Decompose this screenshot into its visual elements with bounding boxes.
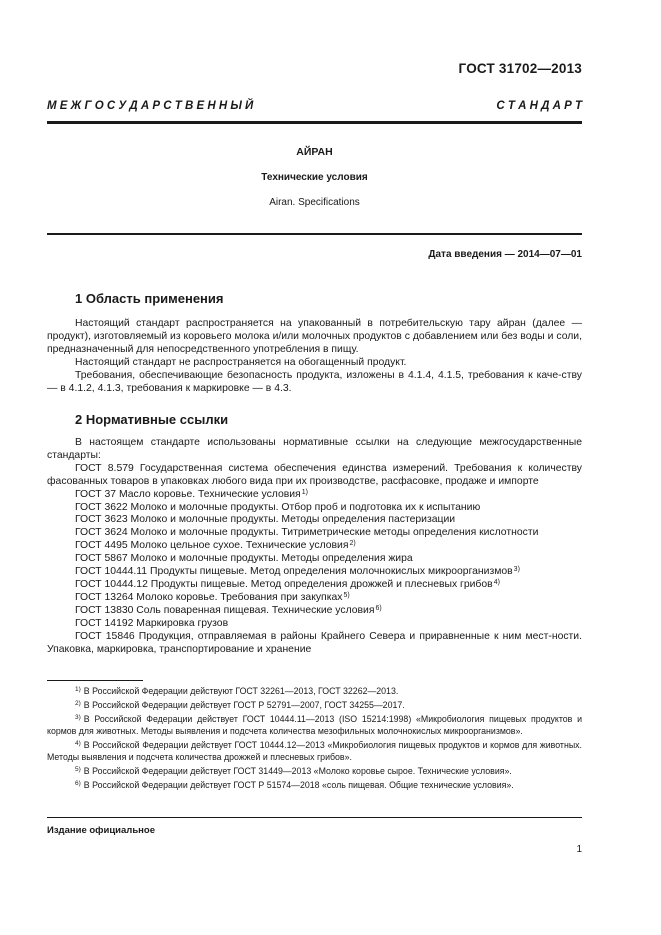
footnotes bbox=[47, 685, 582, 793]
reference-item: ГОСТ 5867 Молоко и молочные продукты. Методы определения жира bbox=[75, 553, 413, 565]
header-rule bbox=[47, 121, 582, 124]
reference-item: ГОСТ 3624 Молоко и молочные продукты. Титриметрические методы определения кислотности bbox=[75, 527, 539, 539]
official-edition-label: Издание официальное bbox=[47, 825, 155, 836]
section-2-body bbox=[47, 437, 582, 656]
footnote: $^{2)}$ В Российской Федерации действует ГОСТ Р 52791—2007, ГОСТ 34255—2017. bbox=[75, 700, 405, 710]
interstate-standard-banner bbox=[47, 100, 582, 112]
document-subtitle: Технические условия bbox=[261, 172, 368, 183]
footnote-separator bbox=[47, 680, 143, 681]
reference-item: ГОСТ 3622 Молоко и молочные продукты. Отбор проб и подготовка их к испытанию bbox=[75, 501, 481, 513]
reference-item: ГОСТ 37 Масло коровье. Технические условия$^{1)}$ bbox=[75, 488, 308, 500]
reference-item: ГОСТ 14192 Маркировка грузов bbox=[75, 617, 229, 629]
footnote: $^{1)}$ В Российской Федерации действуют ГОСТ 32261—2013, ГОСТ 32262—2013. bbox=[75, 686, 399, 696]
interstate-label: М Е Ж Г О С У Д А Р С Т В Е Н Н Ы Й bbox=[47, 100, 254, 112]
standard-label: С Т А Н Д А Р Т bbox=[496, 100, 582, 112]
footnote: $^{5)}$ В Российской Федерации действует ГОСТ 31449—2013 «Молоко коровье сырое. Технические условия». bbox=[75, 766, 512, 777]
footnote: $^{6)}$ В Российской Федерации действует ГОСТ Р 51574—2018 «соль пищевая. Общие технические условия». bbox=[75, 780, 514, 791]
reference-item: ГОСТ 13830 Соль поваренная пищевая. Технические условия$^{6)}$ bbox=[75, 604, 382, 616]
reference-item: ГОСТ 3623 Молоко и молочные продукты. Методы определения пастеризации bbox=[75, 514, 456, 526]
section-1-heading: 1 Область применения bbox=[75, 291, 224, 306]
reference-item: ГОСТ 10444.12 Продукты пищевые. Метод определения дрожжей и плесневых грибов$^{4)}$ bbox=[75, 578, 500, 590]
footnote: $^{3)}$ В Российской Федерации действует ГОСТ 10444.11—2013 (ISO 15214:1998) «Микробиология пищевых продуктов и кормов для животных. Методы выявления и подсчета количества мезофильных молочнокислых микроорганизмов». bbox=[47, 714, 582, 737]
reference-item: ГОСТ 8.579 Государственная система обеспечения единства измерений. Требования к количеству фасованных товаров в упаковках любого вида при их производстве, расфасовке, продаже и импорте bbox=[47, 462, 582, 487]
reference-item: ГОСТ 13264 Молоко коровье. Требования при закупках$^{5)}$ bbox=[75, 591, 350, 603]
title-rule bbox=[47, 233, 582, 235]
footer-rule bbox=[47, 817, 582, 818]
english-title: Airan. Specifications bbox=[269, 197, 360, 208]
reference-item: ГОСТ 10444.11 Продукты пищевые. Метод определения молочнокислых микроорганизмов$^{3)}$ bbox=[75, 566, 520, 578]
section-1-body bbox=[47, 318, 582, 395]
document-code: ГОСТ 31702—2013 bbox=[458, 61, 582, 76]
section-2-heading: 2 Нормативные ссылки bbox=[75, 412, 229, 427]
paragraph: Требования, обеспечивающие безопасность продукта, изложены в 4.1.4, 4.1.5, требования к каче-ству — в 4.1.2, 4.1.3, требования к маркировке — в 4.3. bbox=[47, 369, 582, 394]
document-title: АЙРАН bbox=[296, 146, 333, 158]
reference-item: ГОСТ 4495 Молоко цельное сухое. Технические условия$^{2)}$ bbox=[75, 540, 356, 552]
paragraph: Настоящий стандарт не распространяется на обогащенный продукт. bbox=[75, 356, 407, 368]
paragraph: В настоящем стандарте использованы нормативные ссылки на следующие межгосударственные стандарты: bbox=[47, 437, 582, 461]
footnote: $^{4)}$ В Российской Федерации действует ГОСТ 10444.12—2013 «Микробиология пищевых продуктов и кормов для животных. Методы выявления и подсчета количества дрожжей и плесневых грибов». bbox=[47, 740, 582, 763]
page-number: 1 bbox=[576, 844, 582, 855]
reference-item: ГОСТ 15846 Продукция, отправляемая в районы Крайнего Севера и приравненные к ним мест-ности. Упаковка, маркировка, транспортирование и хранение bbox=[47, 630, 582, 655]
paragraph: Настоящий стандарт распространяется на упакованный в потребительскую тару айран (далее — продукт), изготовляемый из коровьего молока и/или молочных продуктов с добавлением или без воды и соли, предназначенный для непосредственного употребления в пищу. bbox=[47, 318, 582, 355]
introduction-date: Дата введения — 2014—07—01 bbox=[428, 249, 582, 260]
